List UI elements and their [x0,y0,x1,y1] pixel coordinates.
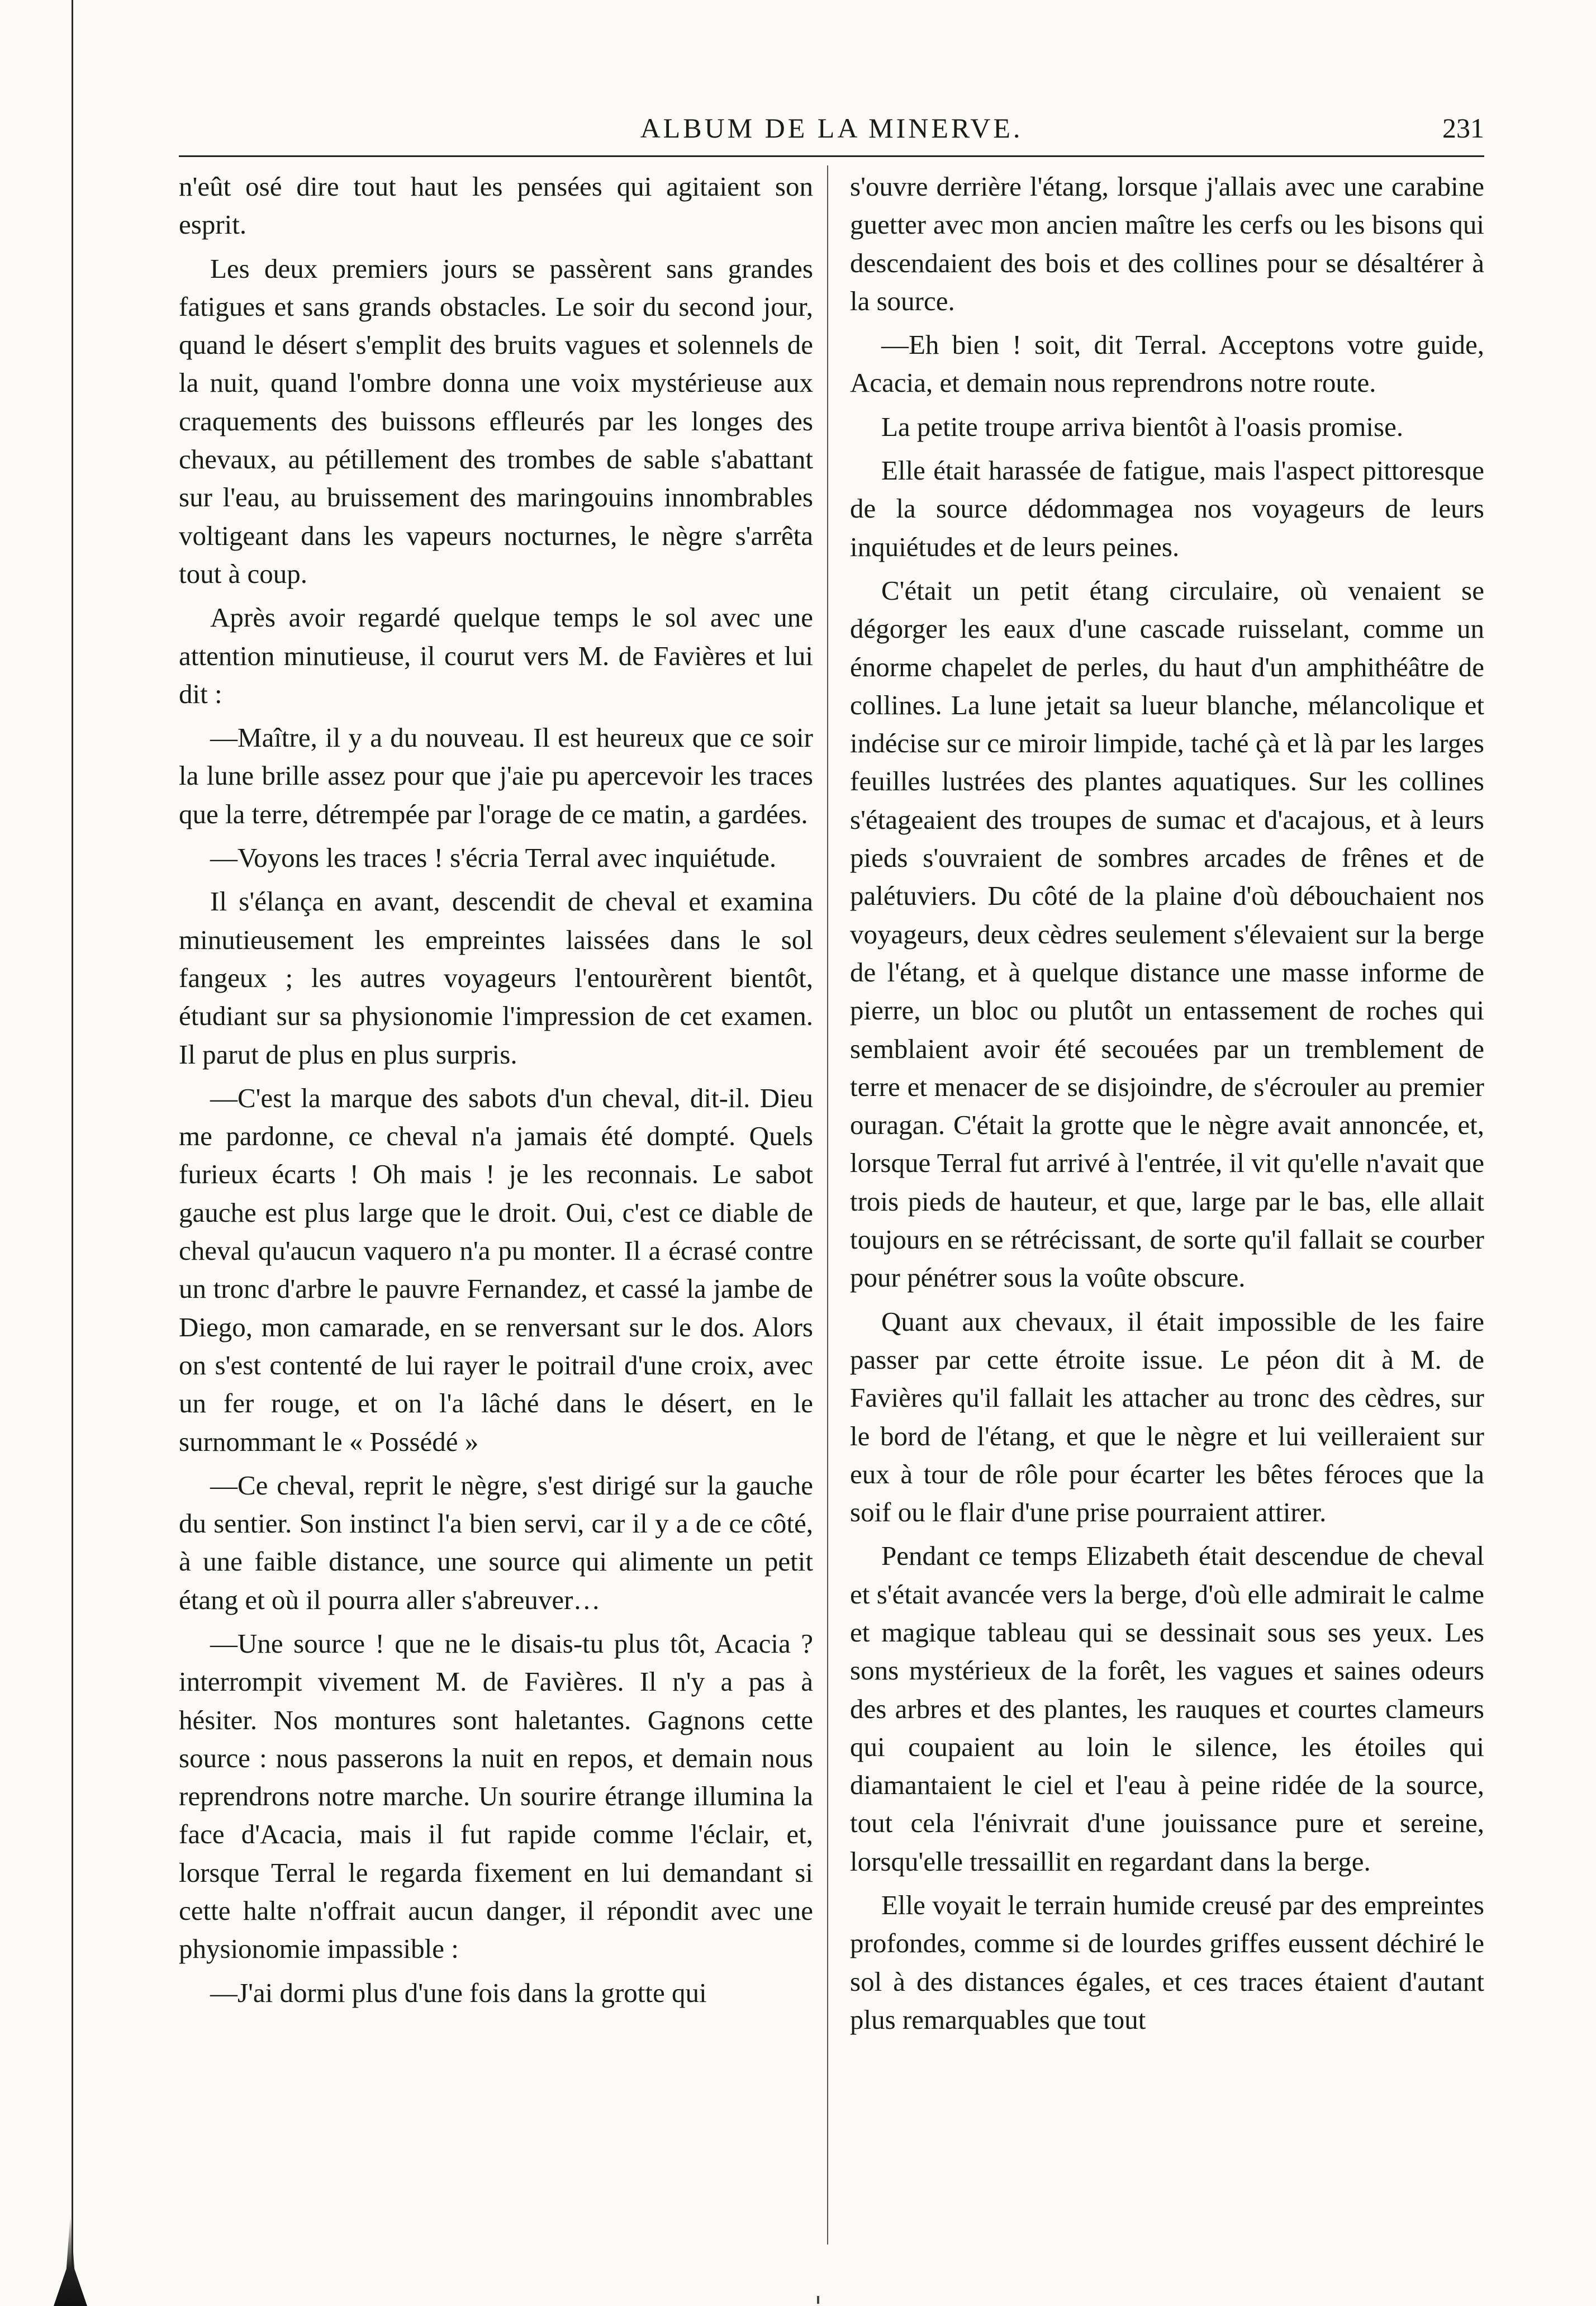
page-header [179,110,1484,149]
paragraph: Quant aux chevaux, il était impossible de les faire passer par cette étroite issue. Le péon dit à M. de Favières qu'il fallait les attacher au tronc des cèdres, sur le bord de l'étang, et que le nègre et lui veilleraient sur eux à tour de rôle pour écarter les bêtes féroces que la soif ou le flair d'une prise pourraient attirer. [850,1306,1484,1528]
paragraph: —Voyons les traces ! s'écria Terral avec inquiétude. [210,842,777,874]
paragraph: s'ouvre derrière l'étang, lorsque j'allais avec une carabine guetter avec mon ancien maître les cerfs ou les bisons qui descendaient des bois et des collines pour se désaltérer à la source. [850,171,1484,316]
left-column [179,168,813,2012]
header-rule [179,155,1484,157]
paragraph: Pendant ce temps Elizabeth était descendue de cheval et s'était avancée vers la berge, d'où elle admirait le calme et magique tableau qui se dessinait sous ses yeux. Les sons mystérieux de la forêt, les vagues et saines odeurs des arbres et des plantes, les rauques et courtes clameurs qui coupaient au loin le silence, les étoiles qui diamantaient le ciel et l'eau à peine ridée de la source, tout cela l'énivrait d'une jouissance pure et sereine, lorsqu'elle tressaillit en regardant dans la berge. [850,1540,1484,1877]
paragraph: Après avoir regardé quelque temps le sol avec une attention minutieuse, il courut vers M. de Favières et lui dit : [179,602,813,709]
paragraph: C'était un petit étang circulaire, où venaient se dégorger les eaux d'une cascade ruisselant, comme un énorme chapelet de perles, du haut d'un amphithéâtre de collines. La lune jetait sa lueur blanche, mélancolique et indécise sur ce miroir limpide, taché çà et là par les larges feuilles lustrées des plantes aquatiques. Sur les collines s'étageaient des troupes de sumac et d'acajous, et à leurs pieds s'ouvraient de sombres arcades de frênes et de palétuviers. Du côté de la plaine d'où débouchaient nos voyageurs, deux cèdres seulement s'élevaient sur la berge de l'étang, et à quelque distance une masse informe de pierre, un bloc ou plutôt un entassement de roches qui semblaient avoir été secouées par un tremblement de terre et menacer de se disjoindre, de s'écrouler au premier ouragan. C'était la grotte que le nègre avait annoncée, et, lorsque Terral fut arrivé à l'entrée, il vit qu'elle n'avait que trois pieds de hauteur, et que, large par le bas, elle allait toujours en se rétrécissant, de sorte qu'il fallait se courber pour pénétrer sous la voûte obscure. [850,575,1484,1293]
paragraph: La petite troupe arriva bientôt à l'oasis promise. [881,411,1404,442]
paragraph: n'eût osé dire tout haut les pensées qui agitaient son esprit. [179,171,813,240]
paragraph: Elle était harassée de fatigue, mais l'aspect pittoresque de la source dédommagea nos voyageurs de leurs inquiétudes et de leurs peines. [850,455,1484,562]
paragraph: —Eh bien ! soit, dit Terral. Acceptons votre guide, Acacia, et demain nous reprendrons notre route. [850,329,1484,398]
paragraph: —Ce cheval, reprit le nègre, s'est dirigé sur la gauche du sentier. Son instinct l'a bien servi, car il y a de ce côté, à une faible distance, une source qui alimente un petit étang et où il pourra aller s'abreuver… [179,1469,813,1615]
paragraph: Il s'élança en avant, descendit de cheval et examina minutieusement les empreintes laissées dans le sol fangeux ; les autres voyageurs l'entourèrent bientôt, étudiant sur sa physionomie l'impression de cet examen. Il parut de plus en plus surpris. [179,886,813,1070]
paragraph: Elle voyait le terrain humide creusé par des empreintes profondes, comme si de lourdes griffes eussent déchiré le sol à des distances égales, et ces traces étaient d'autant plus remarquables que tout [850,1890,1484,2035]
bottom-mark [817,2296,819,2304]
paragraph: —Maître, il y a du nouveau. Il est heureux que ce soir la lune brille assez pour que j'aie pu apercevoir les traces que la terre, détrempée par l'orage de ce matin, a gardées. [179,722,813,829]
page-number: 231 [1442,112,1484,144]
column-divider [827,165,828,2245]
running-head: ALBUM DE LA MINERVE. [640,112,1023,144]
paragraph: —C'est la marque des sabots d'un cheval, dit-il. Dieu me pardonne, ce cheval n'a jamais été dompté. Quels furieux écarts ! Oh mais ! je les reconnais. Le sabot gauche est plus large que le droit. Oui, c'est ce diable de cheval qu'aucun vaquero n'a pu monter. Il a écrasé contre un tronc d'arbre le pauvre Fernandez, et cassé la jambe de Diego, mon camarade, en se renversant sur le dos. Alors on s'est contenté de lui rayer le poitrail d'une croix, avec un fer rouge, et on l'a lâché dans le désert, en le surnommant le « Possédé » [179,1082,813,1457]
paragraph: Les deux premiers jours se passèrent sans grandes fatigues et sans grands obstacles. Le soir du second jour, quand le désert s'emplit des bruits vagues et solennels de la nuit, quand l'ombre donna une voix mystérieuse aux craquements des buissons effleurés par les longes des chevaux, au pétillement des trombes de sable s'abattant sur l'eau, au bruissement des maringouins innombrables voltigeant dans les vapeurs nocturnes, le nègre s'arrêta tout à coup. [179,253,813,589]
binding-mark [54,2213,87,2306]
right-column [850,168,1484,2039]
paragraph: —Une source ! que ne le disais-tu plus tôt, Acacia ? interrompit vivement M. de Favières. Il n'y a pas à hésiter. Nos montures sont haletantes. Gagnons cette source : nous passerons la nuit en repos, et demain nous reprendrons notre marche. Un sourire étrange illumina la face d'Acacia, mais il fut rapide comme l'éclair, et, lorsque Terral le regarda fixement en lui demandant si cette halte n'offrait aucun danger, il répondit avec une physionomie impassible : [179,1628,813,1965]
page-binding-edge [72,0,73,2306]
paragraph: —J'ai dormi plus d'une fois dans la grotte qui [210,1977,707,2008]
